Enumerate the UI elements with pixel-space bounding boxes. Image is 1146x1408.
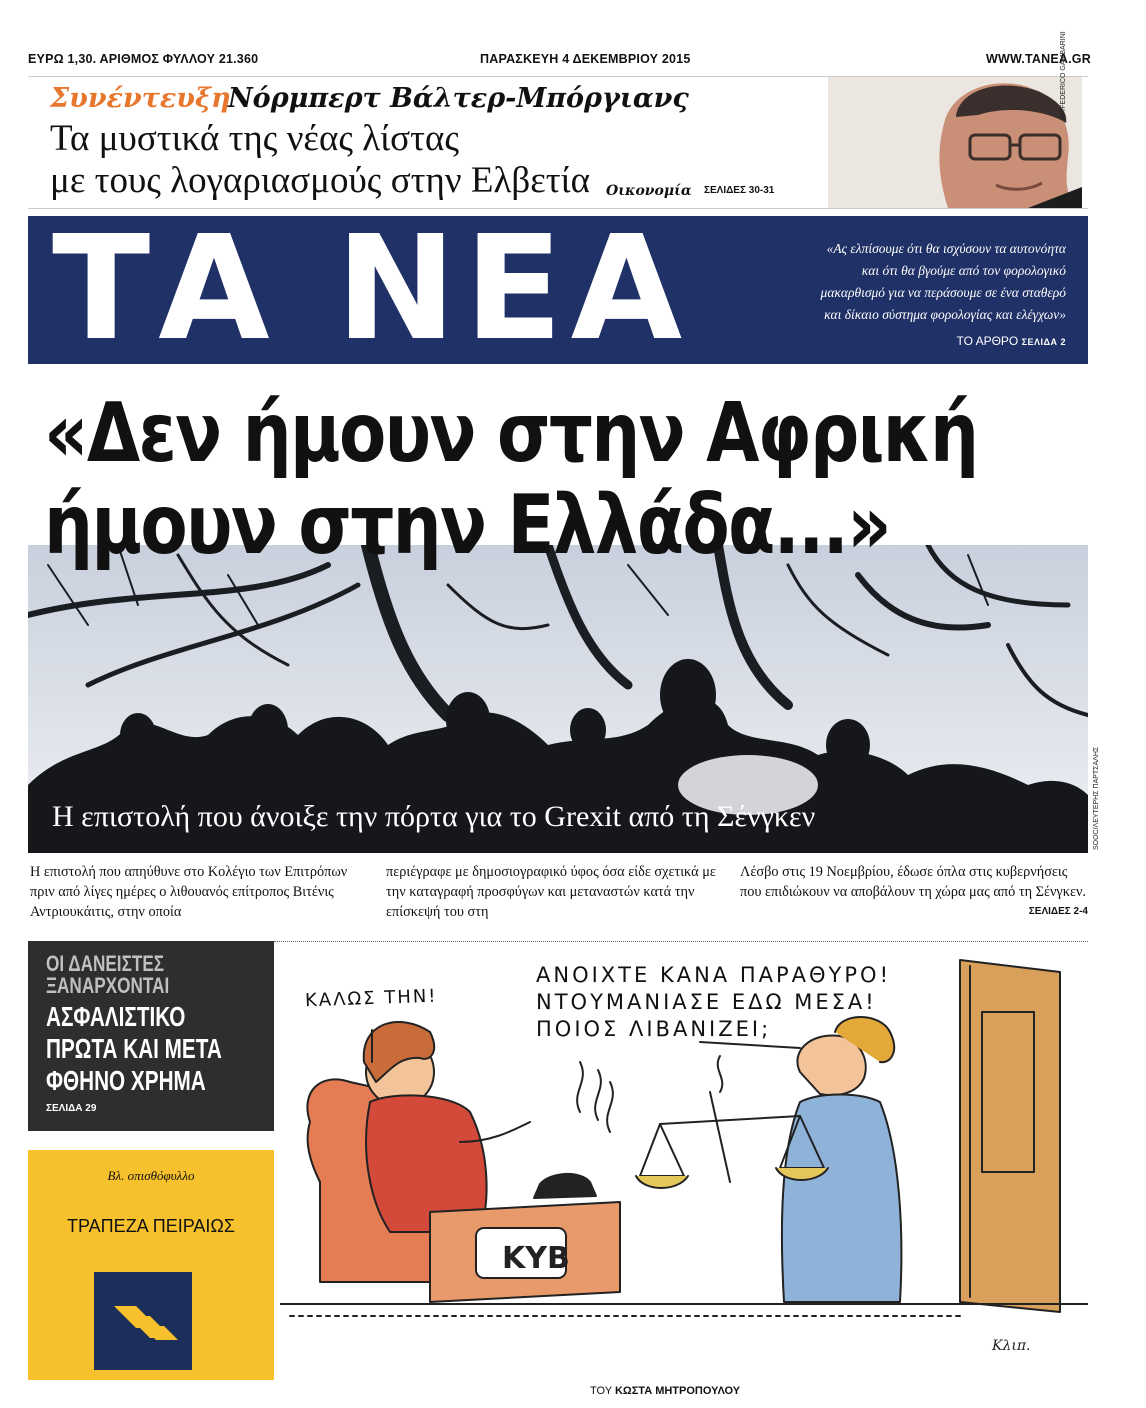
editorial-label: ΤΟ ΑΡΘΡΟ bbox=[956, 334, 1019, 348]
speech-right-line1: ΑΝΟΙΧΤΕ ΚΑΝΑ ΠΑΡΑΘΥΡΟ! bbox=[536, 963, 891, 987]
cartoon-speech-left: ΚΑΛΩΣ ΤΗΝ! bbox=[304, 985, 438, 1012]
website-link[interactable]: WWW.TANEA.GR bbox=[986, 52, 1091, 66]
quote-line: «Ας ελπίσουμε ότι θα ισχύσουν τα αυτονόητα bbox=[826, 241, 1066, 256]
lead-photo-credit: SOOC/ΛΕΥΤΕΡΗΣ ΠΑΡΤΣΑΛΗΣ bbox=[1093, 746, 1100, 850]
promo-headline-line2: με τους λογαριασμούς στην Ελβετία bbox=[50, 160, 590, 201]
editorial-link[interactable] bbox=[956, 334, 1066, 348]
interviewee-photo bbox=[828, 77, 1082, 208]
lead-subheadline: Η επιστολή που άνοιξε την πόρτα για το Grexit από τη Σένγκεν bbox=[52, 800, 816, 833]
headline-line1: «Δεν ήμουν στην Αφρική bbox=[44, 386, 978, 481]
cartoon-speech-right bbox=[536, 962, 891, 1043]
cartoonist-signature: Κλιπ. bbox=[992, 1338, 1031, 1354]
promo-interviewee: Νόρμπερτ Βάλτερ-Μπόργιανς bbox=[228, 83, 689, 114]
speech-right-line2: ΝΤΟΥΜΑΝΙΑΣΕ ΕΔΩ ΜΕΣΑ! bbox=[536, 990, 877, 1014]
box-headline-line3: ΦΘΗΝΟ ΧΡΗΜΑ bbox=[46, 1065, 206, 1096]
box-page: ΣΕΛΙΔΑ 29 bbox=[46, 1103, 97, 1114]
editorial-page: ΣΕΛΙΔΑ 2 bbox=[1021, 337, 1066, 347]
promo-photo-credit: AP/FEDERICO GAMBARINI bbox=[1060, 31, 1067, 120]
bank-logo-icon bbox=[94, 1272, 192, 1370]
promo-section: Οικονομία bbox=[606, 183, 692, 199]
box-kicker bbox=[46, 953, 169, 997]
box-headline bbox=[46, 1001, 222, 1097]
issue-date: ΠΑΡΑΣΚΕΥΗ 4 ΔΕΚΕΜΒΡΙΟΥ 2015 bbox=[480, 52, 691, 66]
lead-text-col3: Λέσβο στις 19 Νοεμβρίου, έδωσε όπλα στις κυβερνήσεις που επιδιώκουν να αποβάλουν τη χώρα μας από τη Σένγκεν. bbox=[740, 864, 1086, 900]
box-kicker-line2: ΞΑΝΑΡΧΟΝΤΑΙ bbox=[46, 973, 170, 998]
headline-line2: ήμουν στην Ελλάδα...» bbox=[44, 478, 890, 573]
masthead bbox=[28, 204, 1088, 372]
lead-text-col2: περιέγραφε με δημοσιογραφικό ύφος όσα είδε σχετικά με την καταγραφή προσφύγων και μεταναστών κατά την επίσκεψή του στη bbox=[386, 864, 716, 920]
box-kicker-line1: ΟΙ ΔΑΝΕΙΣΤΕΣ bbox=[46, 951, 165, 976]
promo-pages: ΣΕΛΙΔΕΣ 30-31 bbox=[704, 185, 775, 196]
desk-label: ΚΥΒ bbox=[502, 1241, 570, 1276]
credit-name: ΚΩΣΤΑ ΜΗΤΡΟΠΟΥΛΟΥ bbox=[614, 1385, 741, 1397]
newspaper-logo[interactable]: ΤΑ ΝΕΑ bbox=[52, 204, 691, 372]
lenders-story-box[interactable] bbox=[28, 941, 274, 1131]
lead-text-col1: Η επιστολή που απηύθυνε στο Κολέγιο των Επιτρόπων πριν από λίγες ημέρες ο λιθουανός επίτροπος Βιτένις Αντριουκάιτις, στην οποία bbox=[30, 864, 348, 920]
promo-headline-line1: Τα μυστικά της νέας λίστας bbox=[50, 118, 459, 159]
speech-right-line3: ΠΟΙΟΣ ΛΙΒΑΝΙΖΕΙ; bbox=[536, 1017, 772, 1041]
cartoon-divider bbox=[274, 941, 1088, 942]
credit-prefix: ΤΟΥ bbox=[590, 1385, 612, 1397]
price-issue: ΕΥΡΩ 1,30. ΑΡΙΘΜΟΣ ΦΥΛΛΟΥ 21.360 bbox=[28, 52, 259, 66]
cartoon-credit bbox=[590, 1385, 740, 1397]
ad-note: Βλ. οπισθόφυλλο bbox=[107, 1168, 195, 1183]
box-headline-line1: ΑΣΦΑΛΙΣΤΙΚΟ bbox=[46, 1001, 186, 1032]
promo-kicker: Συνέντευξη bbox=[50, 83, 231, 114]
editorial-quote[interactable] bbox=[628, 238, 1066, 326]
quote-line: μακαρθισμό για να περάσουμε σε ένα σταθερό bbox=[820, 285, 1066, 300]
main-headline[interactable] bbox=[44, 388, 977, 572]
quote-line: και δίκαιο σύστημα φορολογίας και ελέγχων» bbox=[824, 307, 1066, 322]
box-headline-line2: ΠΡΩΤΑ ΚΑΙ ΜΕΤΑ bbox=[46, 1033, 222, 1064]
lead-pages[interactable]: ΣΕΛΙΔΕΣ 2-4 bbox=[1028, 906, 1088, 917]
bank-name: ΤΡΑΠΕΖΑ ΠΕΙΡΑΙΩΣ bbox=[67, 1216, 235, 1236]
quote-line: και ότι θα βγούμε από τον φορολογικό bbox=[861, 263, 1066, 278]
bank-ad-box[interactable] bbox=[28, 1150, 274, 1380]
interview-promo[interactable] bbox=[28, 76, 1088, 209]
